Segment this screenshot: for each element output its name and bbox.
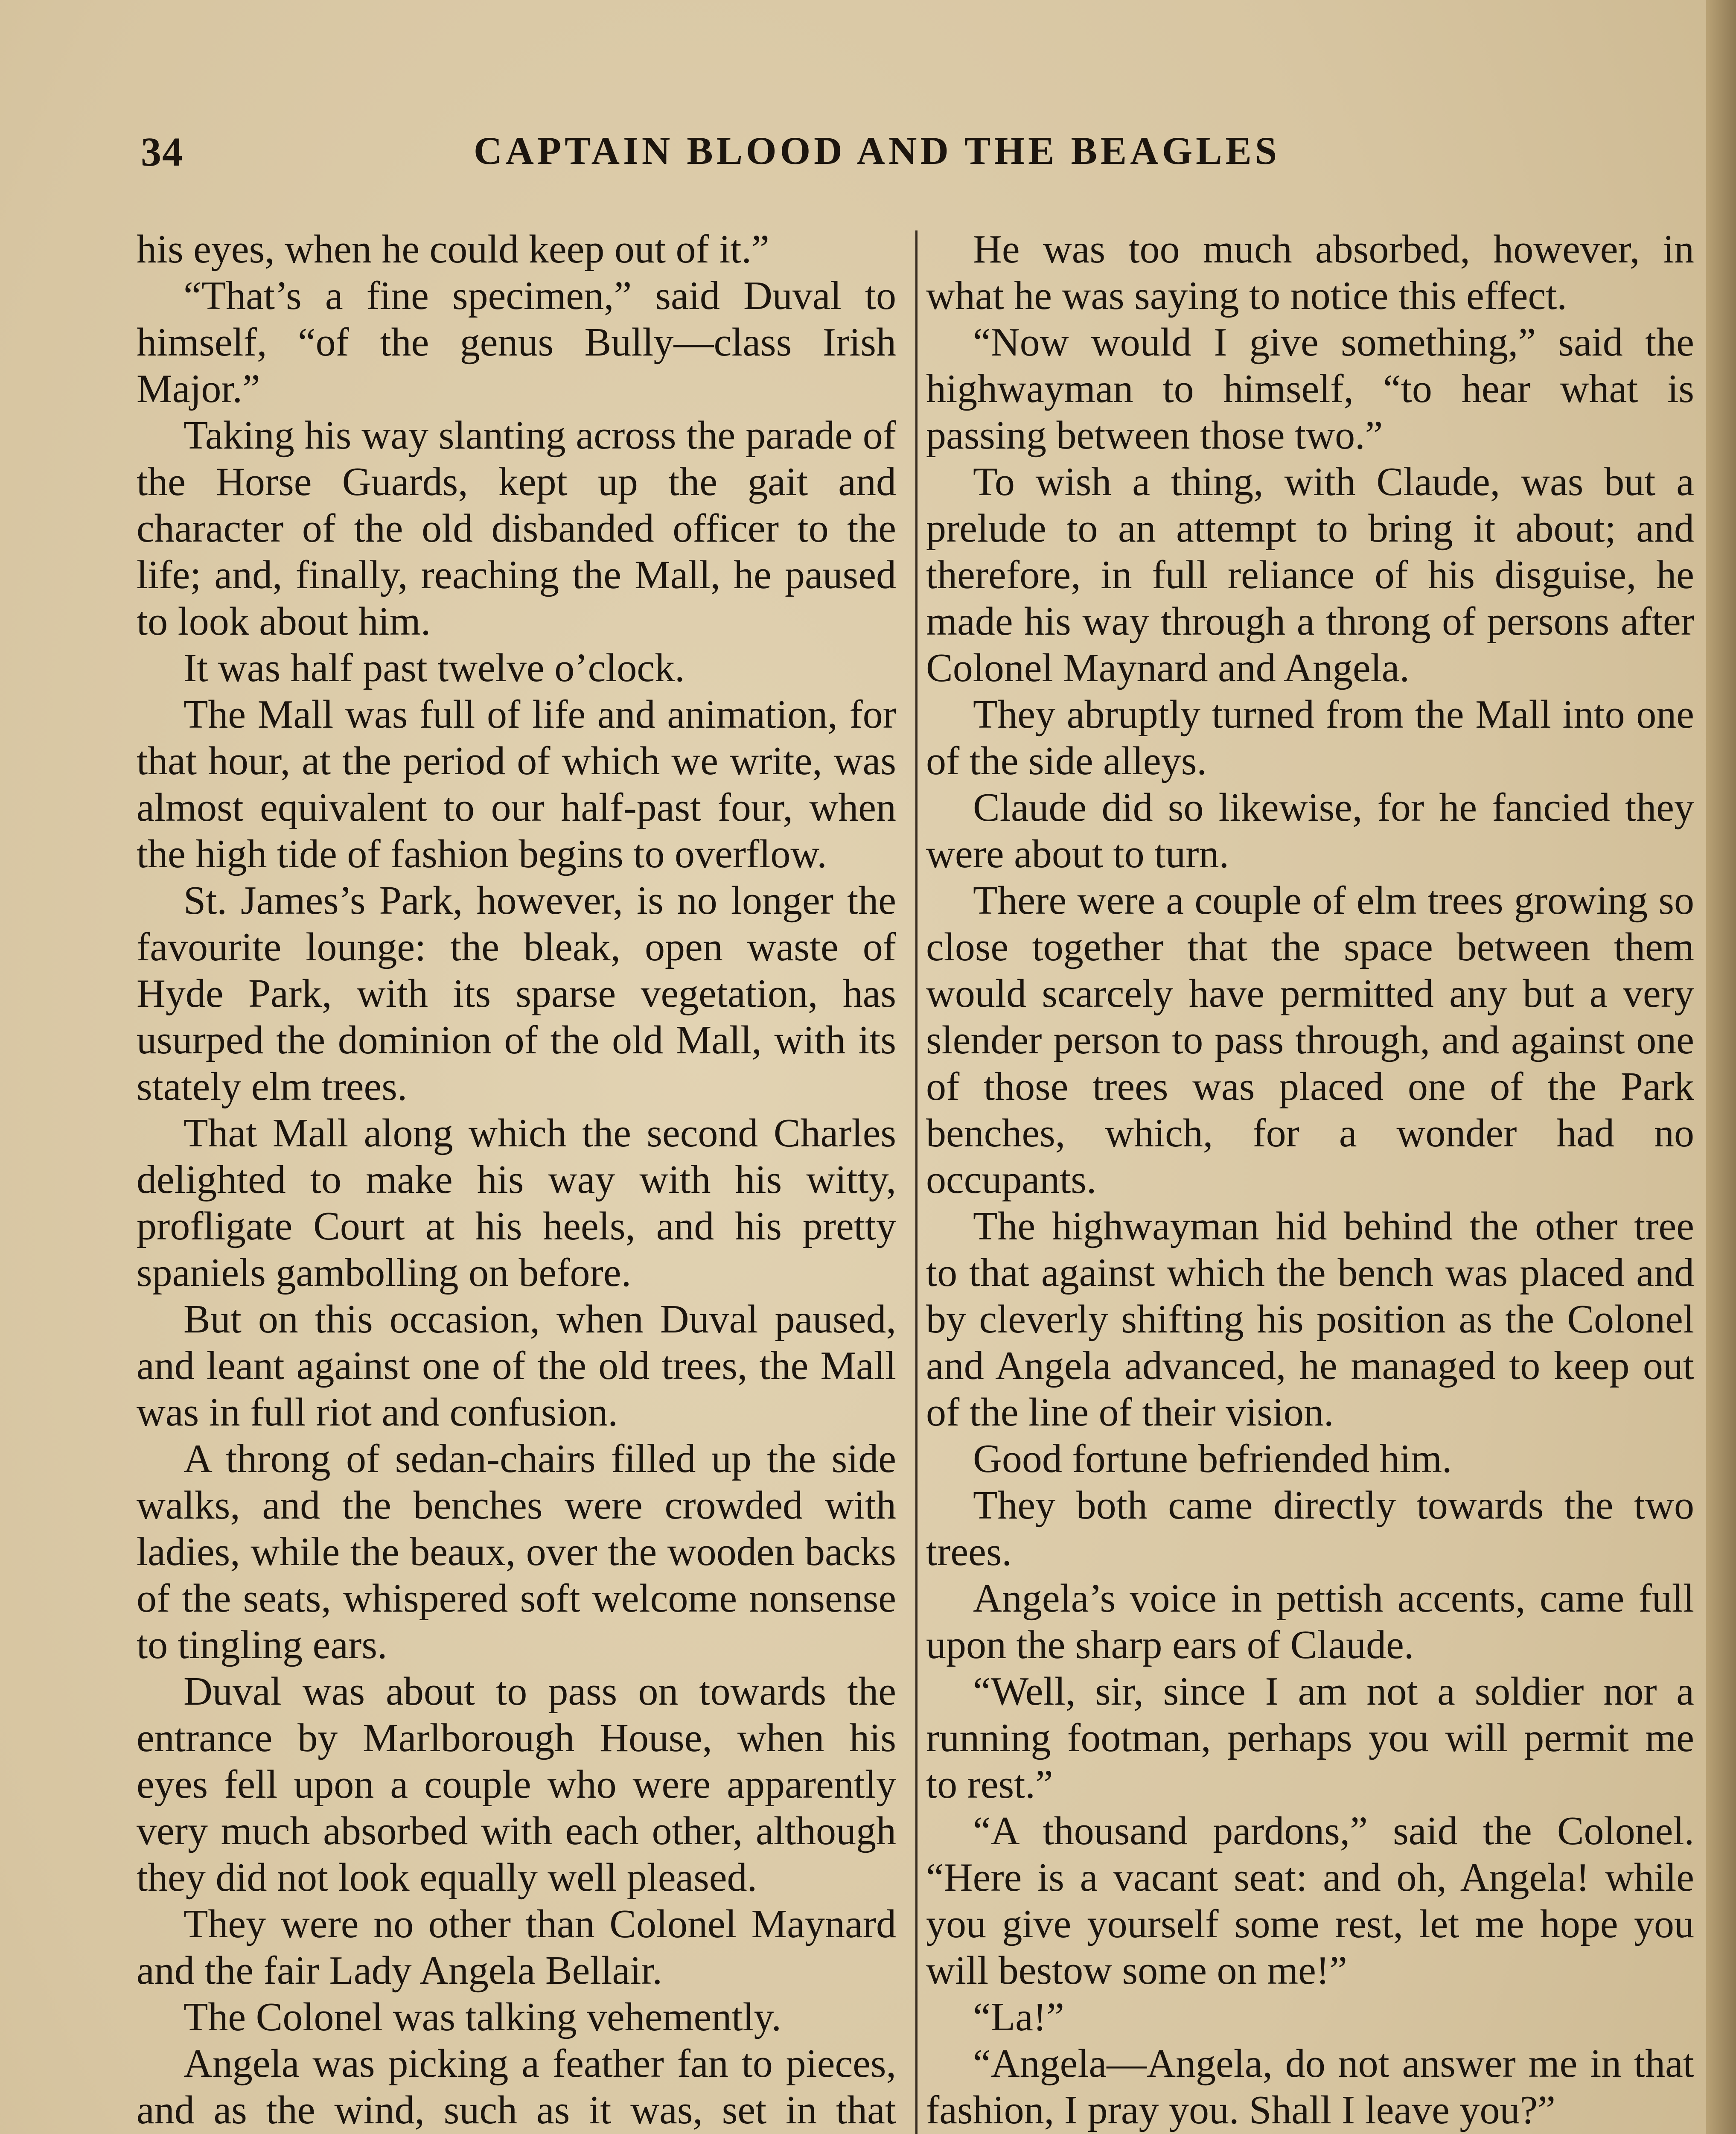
paragraph: Good fortune befriended him.	[973, 1437, 1452, 1481]
paragraph: Claude did so likewise, for he fancied they were about to turn.	[926, 785, 1694, 876]
paragraph: He was too much absorbed, however, in what he was saying to notice this effect.	[926, 227, 1694, 318]
paragraph: “Well, sir, since I am not a soldier nor a running footman, perhaps you will permit me to rest.”	[926, 1669, 1694, 1807]
paragraph: To wish a thing, with Claude, was but a prelude to an attempt to bring it about; and therefore, in full reliance of his disguise, he made his way through a throng of persons after Colonel Maynard and Angela.	[926, 460, 1694, 690]
paragraph: Angela’s voice in pettish accents, came full upon the sharp ears of Claude.	[926, 1576, 1694, 1667]
paragraph: “Now would I give something,” said the highwayman to himself, “to hear what is passing between those two.”	[926, 320, 1694, 458]
paragraph: It was half past twelve o’clock.	[184, 646, 685, 690]
paragraph: “La!”	[973, 1995, 1064, 2039]
running-header	[141, 128, 1698, 192]
paragraph: They abruptly turned from the Mall into one of the side alleys.	[926, 692, 1694, 783]
paragraph: “A thousand pardons,” said the Colonel. “Here is a vacant seat: and oh, Angela! while you give yourself some rest, let me hope you will bestow some on me!”	[926, 1809, 1694, 1993]
paragraph: Taking his way slanting across the parade of the Horse Guards, kept up the gait and character of the old disbanded officer to the life; and, finally, reaching the Mall, he paused to look about him.	[137, 413, 896, 644]
paragraph: St. James’s Park, however, is no longer the favourite lounge: the bleak, open waste of Hyde Park, with its sparse vegetation, has usurped the dominion of the old Mall, with its stately elm trees.	[137, 878, 896, 1109]
running-title: CAPTAIN BLOOD AND THE BEAGLES	[474, 129, 1281, 172]
paragraph: Duval was about to pass on towards the entrance by Marlborough House, when his eyes fell upon a couple who were apparently very much absorbed with each other, although they did not look equally well pleased.	[137, 1669, 896, 1900]
paragraph: They both came directly towards the two trees.	[926, 1483, 1694, 1574]
left-column	[137, 226, 896, 2134]
paragraph: That Mall along which the second Charles delighted to make his way with his witty, profligate Court at his heels, and his pretty spaniels gambolling on before.	[137, 1111, 896, 1295]
paragraph: “That’s a fine specimen,” said Duval to himself, “of the genus Bully—class Irish Major.”	[137, 274, 896, 411]
paragraph: The Colonel was talking vehemently.	[184, 1995, 781, 2039]
paragraph: The highwayman hid behind the other tree to that against which the bench was placed and by cleverly shifting his position as the Colonel and Angela advanced, he managed to keep out of the line of their vision.	[926, 1204, 1694, 1434]
paragraph: his eyes, when he could keep out of it.”	[137, 227, 769, 271]
page-edge-shadow	[1706, 0, 1736, 2134]
paragraph: Angela was picking a feather fan to pieces, and as the wind, such as it was, set in that	[137, 2041, 896, 2132]
right-column	[926, 226, 1694, 2134]
paragraph: But on this occasion, when Duval paused, and leant against one of the old trees, the Mall was in full riot and confusion.	[137, 1297, 896, 1434]
paragraph: A throng of sedan-chairs filled up the side walks, and the benches were crowded with ladies, while the beaux, over the wooden backs of the seats, whispered soft welcome nonsense to tingling ears.	[137, 1437, 896, 1667]
page-number: 34	[141, 129, 184, 175]
paragraph: The Mall was full of life and animation, for that hour, at the period of which we write, was almost equivalent to our half-past four, when the high tide of fashion begins to overflow.	[137, 692, 896, 876]
paragraph: There were a couple of elm trees growing so close together that the space between them would scarcely have permitted any but a very slender person to pass through, and against one of those trees was placed one of the Park benches, which, for a wonder had no occupants.	[926, 878, 1694, 1202]
paragraph: “Angela—Angela, do not answer me in that fashion, I pray you. Shall I leave you?”	[926, 2041, 1694, 2132]
paragraph: They were no other than Colonel Maynard and the fair Lady Angela Bellair.	[137, 1902, 896, 1993]
column-divider	[915, 230, 918, 2134]
